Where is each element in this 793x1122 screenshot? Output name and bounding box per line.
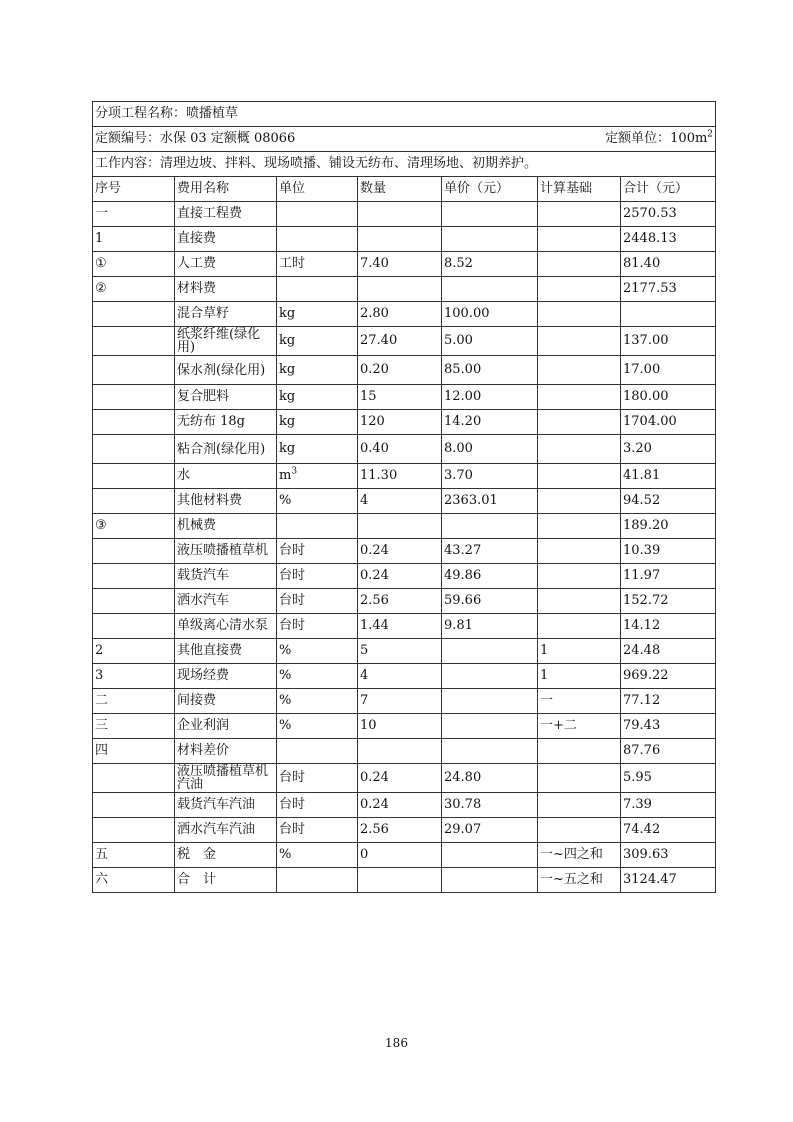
cell-total [621, 302, 716, 327]
table-row [93, 843, 716, 868]
cell-unit: 台时 [277, 589, 358, 614]
cell-qty: 11.30 [358, 464, 442, 489]
cell-base [538, 614, 621, 639]
cell-name: 机械费 [175, 514, 277, 539]
cell-qty: 0.24 [358, 564, 442, 589]
cell-unit: kg [277, 410, 358, 435]
quota-info [93, 127, 716, 152]
cell-base [538, 410, 621, 435]
cell-unit: 工时 [277, 252, 358, 277]
cell-unit: % [277, 843, 358, 868]
table-row [93, 277, 716, 302]
cell-no: 六 [93, 868, 175, 893]
table-row [93, 539, 716, 564]
work-content: 工作内容：清理边坡、拌料、现场喷播、铺设无纺布、清理场地、初期养护。 [93, 152, 716, 177]
cell-total: 41.81 [621, 464, 716, 489]
cell-unit: % [277, 639, 358, 664]
cell-unit: 台时 [277, 793, 358, 818]
cell-base [538, 464, 621, 489]
cell-unit: % [277, 664, 358, 689]
table-row [93, 793, 716, 818]
unit-superscript: 3 [291, 466, 298, 477]
cell-no: 3 [93, 664, 175, 689]
cell-name: 混合草籽 [175, 302, 277, 327]
cell-qty: 0.40 [358, 435, 442, 464]
cell-total: 74.42 [621, 818, 716, 843]
cell-total: 77.12 [621, 689, 716, 714]
table-row [93, 356, 716, 385]
cell-price: 9.81 [442, 614, 538, 639]
cell-qty [358, 227, 442, 252]
cell-name: 直接费 [175, 227, 277, 252]
cell-qty [358, 868, 442, 893]
table-row [93, 739, 716, 764]
cell-unit [277, 868, 358, 893]
quota-unit-text: 定额单位：100m [605, 131, 708, 146]
cell-unit: 台时 [277, 539, 358, 564]
cell-unit: kg [277, 385, 358, 410]
cell-base [538, 202, 621, 227]
cell-price: 14.20 [442, 410, 538, 435]
cell-unit [277, 202, 358, 227]
cell-name: 复合肥料 [175, 385, 277, 410]
cell-qty: 5 [358, 639, 442, 664]
cell-price [442, 514, 538, 539]
cell-unit [277, 227, 358, 252]
table-row [93, 689, 716, 714]
cell-unit: kg [277, 356, 358, 385]
table-row [93, 435, 716, 464]
cell-no [93, 589, 175, 614]
cell-qty: 7 [358, 689, 442, 714]
cell-unit: kg [277, 327, 358, 356]
cell-total: 1704.00 [621, 410, 716, 435]
cell-no [93, 385, 175, 410]
cell-base: 1 [538, 639, 621, 664]
column-header-price: 单价（元） [442, 177, 538, 202]
cell-total: 2177.53 [621, 277, 716, 302]
cell-qty: 15 [358, 385, 442, 410]
cell-qty [358, 277, 442, 302]
cell-name: 粘合剂(绿化用) [175, 435, 277, 464]
cell-price: 8.52 [442, 252, 538, 277]
cell-qty: 120 [358, 410, 442, 435]
cell-price: 43.27 [442, 539, 538, 564]
cell-price: 49.86 [442, 564, 538, 589]
cell-name: 其他材料费 [175, 489, 277, 514]
cell-unit [277, 739, 358, 764]
cell-name: 直接工程费 [175, 202, 277, 227]
cell-name: 液压喷播植草机汽油 [175, 764, 277, 793]
table-row [93, 327, 716, 356]
cell-qty: 7.40 [358, 252, 442, 277]
cell-no: 一 [93, 202, 175, 227]
cell-price [442, 227, 538, 252]
table-row [93, 589, 716, 614]
cell-unit: 台时 [277, 614, 358, 639]
cell-total: 3.20 [621, 435, 716, 464]
cell-base [538, 327, 621, 356]
cell-name: 水 [175, 464, 277, 489]
cell-base [538, 818, 621, 843]
cell-price: 30.78 [442, 793, 538, 818]
project-name: 分项工程名称：喷播植草 [93, 102, 716, 127]
cell-no: 2 [93, 639, 175, 664]
cell-base: 1 [538, 664, 621, 689]
cell-total: 87.76 [621, 739, 716, 764]
cell-total: 189.20 [621, 514, 716, 539]
cell-base [538, 793, 621, 818]
column-header-unit: 单位 [277, 177, 358, 202]
cell-price: 100.00 [442, 302, 538, 327]
cell-base [538, 435, 621, 464]
cell-no: 五 [93, 843, 175, 868]
cell-name: 其他直接费 [175, 639, 277, 664]
cell-unit [277, 464, 358, 489]
cell-total: 3124.47 [621, 868, 716, 893]
cell-name: 液压喷播植草机 [175, 539, 277, 564]
cost-table [92, 101, 716, 893]
cell-no: 1 [93, 227, 175, 252]
cell-name: 洒水汽车 [175, 589, 277, 614]
cell-base [538, 539, 621, 564]
cell-name: 保水剂(绿化用) [175, 356, 277, 385]
cell-qty [358, 202, 442, 227]
cell-name: 载货汽车 [175, 564, 277, 589]
cell-name: 合 计 [175, 868, 277, 893]
cell-qty: 0.24 [358, 539, 442, 564]
cell-total: 7.39 [621, 793, 716, 818]
cell-price [442, 739, 538, 764]
cell-qty: 1.44 [358, 614, 442, 639]
cell-base [538, 227, 621, 252]
cell-no: ③ [93, 514, 175, 539]
cell-qty [358, 739, 442, 764]
cell-qty: 0.20 [358, 356, 442, 385]
cell-total: 81.40 [621, 252, 716, 277]
cell-price: 8.00 [442, 435, 538, 464]
cell-no: ① [93, 252, 175, 277]
column-header-total: 合计（元） [621, 177, 716, 202]
column-header-no: 序号 [93, 177, 175, 202]
unit-text: m [279, 468, 292, 483]
table-row [93, 639, 716, 664]
cell-unit: 台时 [277, 764, 358, 793]
cell-no: 二 [93, 689, 175, 714]
cell-name: 纸浆纤维(绿化用) [175, 327, 277, 356]
quota-number: 定额编号：水保 03 定额概 08066 [95, 131, 296, 146]
cell-no [93, 539, 175, 564]
table-row [93, 410, 716, 435]
cell-price: 24.80 [442, 764, 538, 793]
cell-total: 5.95 [621, 764, 716, 793]
cell-total: 79.43 [621, 714, 716, 739]
cell-name: 税 金 [175, 843, 277, 868]
cell-qty: 0.24 [358, 764, 442, 793]
cell-total: 10.39 [621, 539, 716, 564]
table-row [93, 302, 716, 327]
cell-price: 85.00 [442, 356, 538, 385]
cell-base [538, 385, 621, 410]
cell-price [442, 202, 538, 227]
cell-unit [277, 514, 358, 539]
cell-qty [358, 514, 442, 539]
cell-name: 载货汽车汽油 [175, 793, 277, 818]
cell-total: 2448.13 [621, 227, 716, 252]
cell-price [442, 868, 538, 893]
cell-no [93, 327, 175, 356]
cell-name: 材料费 [175, 277, 277, 302]
cell-unit: % [277, 689, 358, 714]
cell-total: 14.12 [621, 614, 716, 639]
cell-no [93, 410, 175, 435]
cell-base [538, 302, 621, 327]
cell-name: 间接费 [175, 689, 277, 714]
cell-no [93, 764, 175, 793]
cell-base [538, 514, 621, 539]
cell-price [442, 664, 538, 689]
cell-no [93, 464, 175, 489]
table-row [93, 564, 716, 589]
cell-name: 人工费 [175, 252, 277, 277]
cell-unit: % [277, 714, 358, 739]
cell-base [538, 252, 621, 277]
cell-qty: 4 [358, 489, 442, 514]
table-row [93, 614, 716, 639]
cell-no [93, 435, 175, 464]
column-header-qty: 数量 [358, 177, 442, 202]
cell-no: ② [93, 277, 175, 302]
column-header-name: 费用名称 [175, 177, 277, 202]
column-header-base: 计算基础 [538, 177, 621, 202]
table-row [93, 202, 716, 227]
table-row [93, 868, 716, 893]
cell-base [538, 589, 621, 614]
cell-unit: % [277, 489, 358, 514]
cell-price: 29.07 [442, 818, 538, 843]
table-row [93, 514, 716, 539]
page-number: 186 [385, 1036, 408, 1050]
cell-qty: 2.56 [358, 818, 442, 843]
cell-no [93, 489, 175, 514]
cell-total: 11.97 [621, 564, 716, 589]
cell-base: 一~四之和 [538, 843, 621, 868]
table-row [93, 664, 716, 689]
cell-price [442, 843, 538, 868]
cell-name: 洒水汽车汽油 [175, 818, 277, 843]
cell-price: 2363.01 [442, 489, 538, 514]
cell-price [442, 639, 538, 664]
cell-total: 24.48 [621, 639, 716, 664]
cell-no [93, 356, 175, 385]
quota-unit-superscript: 2 [707, 129, 714, 140]
cell-qty: 0.24 [358, 793, 442, 818]
cell-price: 12.00 [442, 385, 538, 410]
cell-price: 59.66 [442, 589, 538, 614]
cell-total: 309.63 [621, 843, 716, 868]
cell-base: 一~五之和 [538, 868, 621, 893]
table-row [93, 227, 716, 252]
cell-no [93, 564, 175, 589]
cell-price [442, 277, 538, 302]
table-row [93, 818, 716, 843]
cell-name: 材料差价 [175, 739, 277, 764]
cell-total: 180.00 [621, 385, 716, 410]
cell-no [93, 793, 175, 818]
cell-base [538, 277, 621, 302]
cell-total: 17.00 [621, 356, 716, 385]
cell-name: 现场经费 [175, 664, 277, 689]
table-row [93, 385, 716, 410]
cell-name: 无纺布 18g [175, 410, 277, 435]
cell-total: 2570.53 [621, 202, 716, 227]
cell-base [538, 739, 621, 764]
cell-unit: 台时 [277, 564, 358, 589]
cell-unit [277, 277, 358, 302]
table-row [93, 252, 716, 277]
cell-total: 152.72 [621, 589, 716, 614]
table-row [93, 764, 716, 793]
cell-unit: 台时 [277, 818, 358, 843]
column-header-row [93, 177, 716, 202]
cell-total: 94.52 [621, 489, 716, 514]
cell-price: 3.70 [442, 464, 538, 489]
cell-base [538, 564, 621, 589]
cell-total: 137.00 [621, 327, 716, 356]
cell-name: 企业利润 [175, 714, 277, 739]
table-row [93, 464, 716, 489]
table-row [93, 489, 716, 514]
cell-base [538, 764, 621, 793]
cell-no [93, 614, 175, 639]
table-row [93, 714, 716, 739]
cell-unit: kg [277, 302, 358, 327]
cell-total: 969.22 [621, 664, 716, 689]
cell-base [538, 356, 621, 385]
cell-base: 一 [538, 689, 621, 714]
cell-no [93, 302, 175, 327]
cell-price [442, 689, 538, 714]
cell-price: 5.00 [442, 327, 538, 356]
cell-no: 三 [93, 714, 175, 739]
cell-qty: 2.80 [358, 302, 442, 327]
cell-base: 一+二 [538, 714, 621, 739]
cell-qty: 2.56 [358, 589, 442, 614]
cell-no: 四 [93, 739, 175, 764]
cell-base [538, 489, 621, 514]
cell-qty: 10 [358, 714, 442, 739]
cell-name: 单级离心清水泵 [175, 614, 277, 639]
cell-price [442, 714, 538, 739]
cell-no [93, 818, 175, 843]
cell-qty: 4 [358, 664, 442, 689]
cell-qty: 27.40 [358, 327, 442, 356]
cell-unit: kg [277, 435, 358, 464]
cell-qty: 0 [358, 843, 442, 868]
quota-unit [605, 129, 714, 146]
